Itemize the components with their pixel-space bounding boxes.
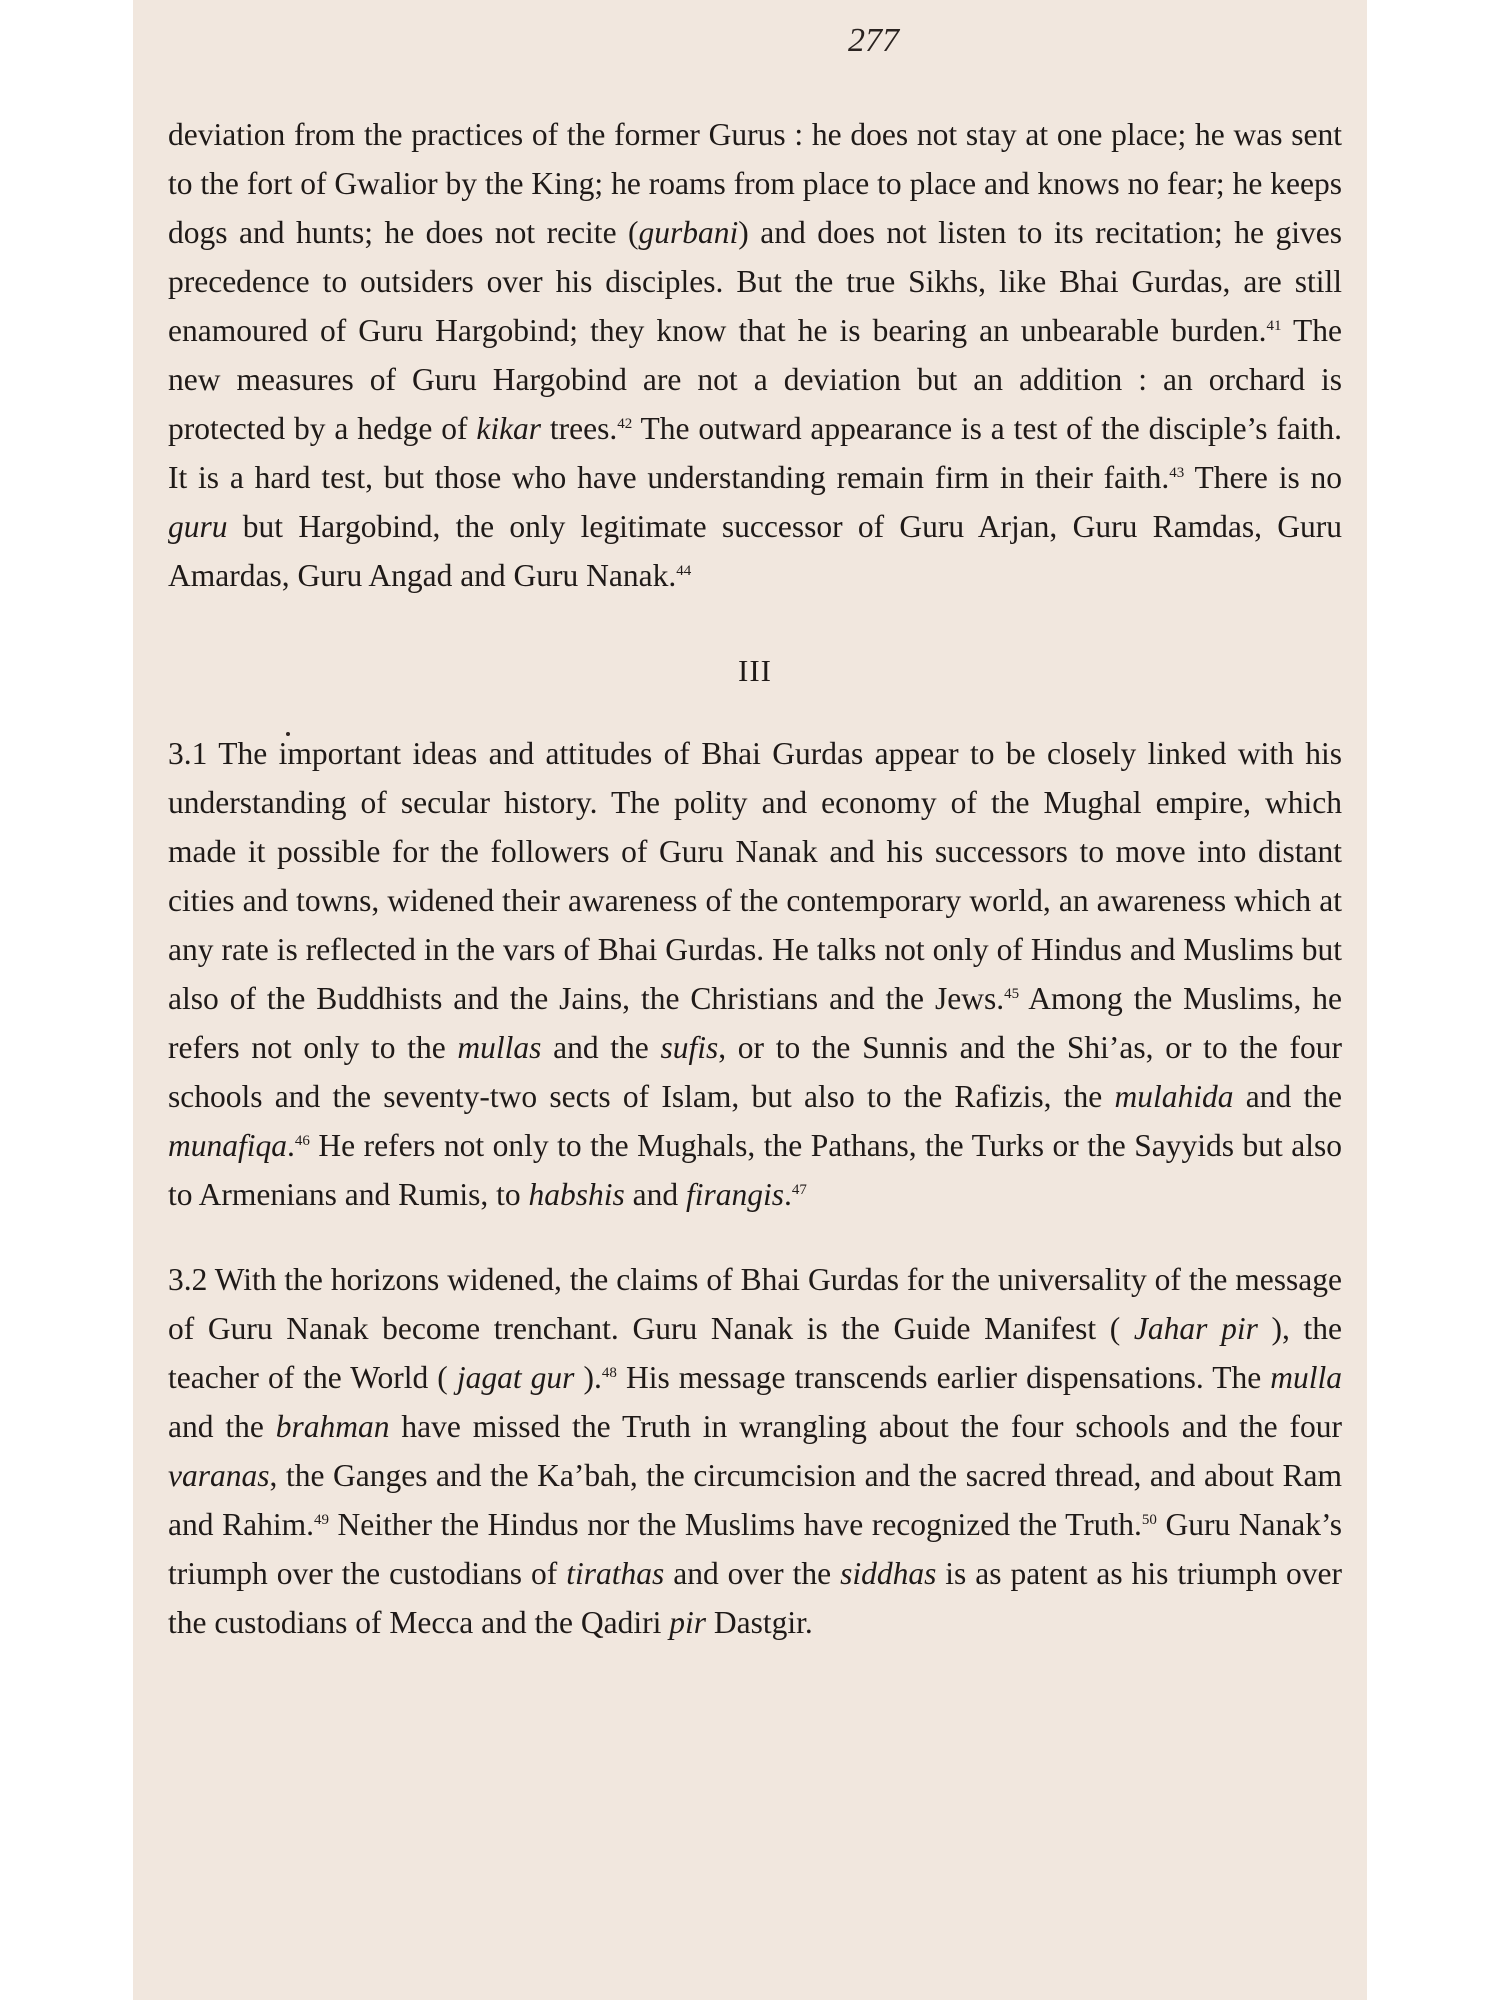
section-heading: III <box>738 653 772 688</box>
page-content <box>168 110 1342 1647</box>
footnote-ref-42[interactable]: 42 <box>617 416 633 432</box>
footnote-ref-45[interactable]: 45 <box>1004 986 1020 1002</box>
paragraph-3-1: 3.1 The important ideas and attitudes of Bhai Gurdas appear to be closely linked with his understanding of secular history. The polity and economy of the Mughal empire, which made it possible for the followers of Guru Nanak and his successors to move into distant cities and towns, widened their awareness of the contemporary world, an awareness which at any rate is reflected in the vars of Bhai Gurdas. He talks not only of Hindus and Muslims but also of the Buddhists and the Jains, the Christians and the Jews.$^{45}$ Among the Muslims, he refers not only to the mullas and the sufis, or to the Sunnis and the Shi’as, or to the four schools and the seventy-two sects of Islam, but also to the Rafizis, the mulahida and the munafiqa.$^{46}$ He refers not only to the Mughals, the Pathans, the Turks or the Sayyids but also to Armenians and Rumis, to habshis and firangis.$^{47}$ <box>168 736 1343 1212</box>
footnote-ref-46[interactable]: 46 <box>294 1133 310 1149</box>
page-number: 277 <box>848 22 899 59</box>
footnote-ref-47[interactable]: 47 <box>791 1182 807 1198</box>
paragraph-3-2: 3.2 With the horizons widened, the claims of Bhai Gurdas for the universality of the message of Guru Nanak become trenchant. Guru Nanak is the Guide Manifest ( Jahar pir ), the teacher of the World ( jagat gur ).$^{48}$ His message transcends earlier dispensations. The mulla and the brahman have missed the Truth in wrangling about the four schools and the four varanas, the Ganges and the Ka’bah, the circumcision and the sacred thread, and about Ram and Rahim.$^{49}$ Neither the Hindus nor the Muslims have recognized the Truth.$^{50}$ Guru Nanak’s triumph over the custodians of tirathas and over the siddhas is as patent as his triumph over the custodians of Mecca and the Qadiri pir Dastgir. <box>168 1262 1343 1640</box>
footnote-ref-50[interactable]: 50 <box>1141 1512 1157 1528</box>
footnote-ref-49[interactable]: 49 <box>313 1512 329 1528</box>
footnote-ref-43[interactable]: 43 <box>1169 465 1185 481</box>
footnote-ref-41[interactable]: 41 <box>1266 318 1282 334</box>
paragraph-continuation: deviation from the practices of the former Gurus : he does not stay at one place; he was sent to the fort of Gwalior by the King; he roams from place to place and knows no fear; he keeps dogs and hunts; he does not recite (gurbani) and does not listen to its recitation; he gives precedence to outsiders over his disciples. But the true Sikhs, like Bhai Gurdas, are still enamoured of Guru Hargobind; they know that he is bearing an unbearable burden.$^{41}$ The new measures of Guru Hargobind are not a deviation but an addition : an orchard is protected by a hedge of kikar trees.$^{42}$ The outward appearance is a test of the disciple’s faith. It is a hard test, but those who have understanding remain firm in their faith.$^{43}$ There is no guru but Hargobind, the only legitimate successor of Guru Arjan, Guru Ramdas, Guru Amardas, Guru Angad and Guru Nanak.$^{44}$ <box>168 117 1342 593</box>
footnote-ref-48[interactable]: 48 <box>601 1365 617 1381</box>
footnote-ref-44[interactable]: 44 <box>676 563 692 579</box>
